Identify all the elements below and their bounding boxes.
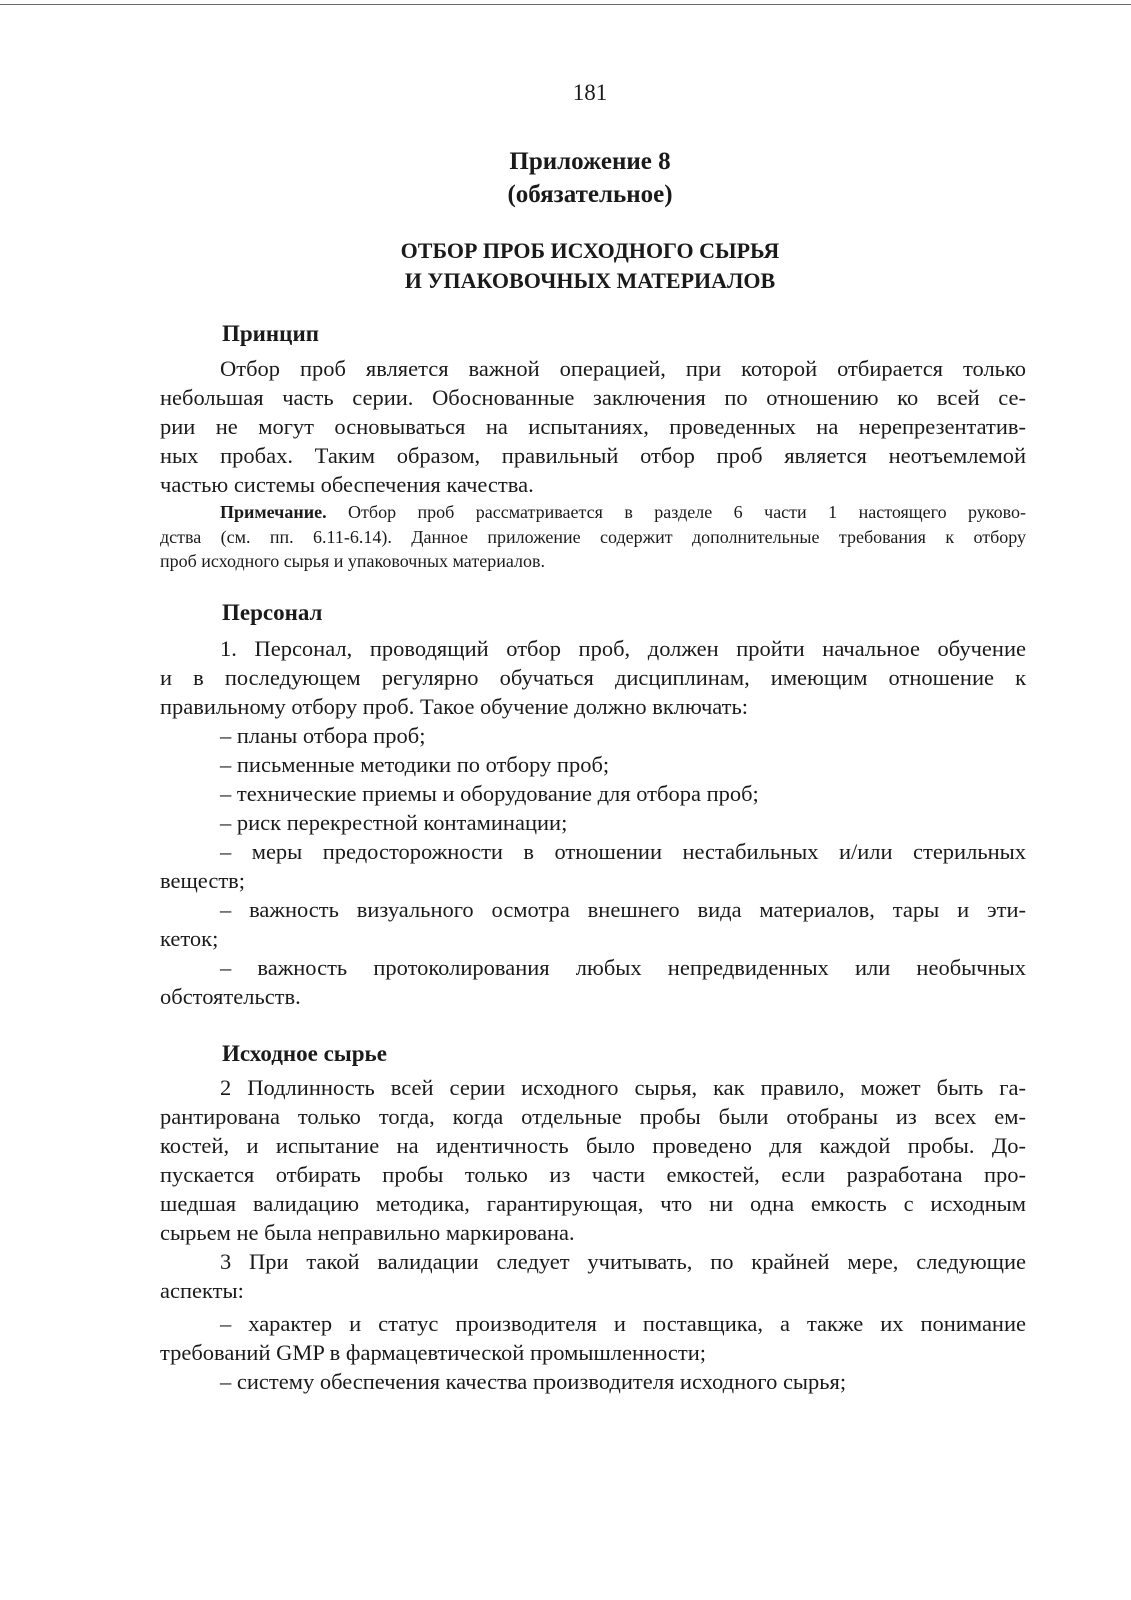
aspect-item-1-line-2: требований GMP в фармацевтической промышленности; [160,1340,706,1365]
top-border-line [0,4,1131,5]
list-item-7-line-1: – важность протоколирования любых непредвиденных или необычных [220,955,1026,980]
appendix-subtitle: (обязательное) [507,181,673,208]
principle-line-1: Отбор проб является важной операцией, при которой отбирается только [220,356,1026,381]
para2-line-2: рантирована только тогда, когда отдельные пробы были отобраны из всех ем- [160,1104,1026,1129]
personnel-intro-line-1: 1. Персонал, проводящий отбор проб, должен пройти начальное обучение [220,636,1026,661]
list-item: – планы отбора проб; [220,723,426,748]
document-title [0,236,1131,296]
raw-materials-paragraph [160,1073,1026,1396]
para2-line-5: шедшая валидацию методика, гарантирующая, что ни одна емкость с исходным [160,1191,1026,1216]
note-line-2: дства (см. пп. 6.11-6.14). Данное приложение содержит дополнительные требования к отбору [160,526,1026,547]
note-label: Примечание. [220,502,327,522]
principle-line-5: частью системы обеспечения качества. [160,472,534,497]
personnel-intro-line-2: и в последующем регулярно обучаться дисциплинам, имеющим отношение к [160,665,1026,690]
list-item-6-line-1: – важность визуального осмотра внешнего вида материалов, тары и эти- [220,897,1026,922]
principle-note [160,500,1026,574]
para3-line-1: 3 При такой валидации следует учитывать, по крайней мере, следующие [220,1249,1026,1274]
para2-line-1: 2 Подлинность всей серии исходного сырья, как правило, может быть га- [220,1075,1026,1100]
note-line-1 [160,500,1026,525]
list-item-7-line-2: обстоятельств. [160,984,301,1009]
principle-line-3: рии не могут основываться на испытаниях, проведенных на нерепрезентатив- [160,414,1026,439]
para2-line-3: костей, и испытание на идентичность было проведено для каждой пробы. До- [160,1133,1026,1158]
list-item: – технические приемы и оборудование для отбора проб; [220,781,759,806]
list-item-5-line-2: веществ; [160,868,246,893]
list-item: – риск перекрестной контаминации; [220,810,568,835]
aspect-item-2: – систему обеспечения качества производителя исходного сырья; [220,1369,847,1394]
para2-line-6: сырьем не была неправильно маркирована. [160,1220,575,1245]
note-line-3: проб исходного сырья и упаковочных материалов. [160,551,545,571]
personnel-paragraph [160,634,1026,1011]
section-heading-raw-materials: Исходное сырье [222,1041,387,1066]
list-item-6-line-2: кеток; [160,926,219,951]
para3-line-2: аспекты: [160,1278,244,1303]
principle-paragraph [160,354,1026,499]
aspect-item-1-line-1: – характер и статус производителя и поставщика, а также их понимание [220,1311,1026,1336]
principle-line-2: небольшая часть серии. Обоснованные заключения по отношению ко всей се- [160,385,1026,410]
para2-line-4: пускается отбирать пробы только из части емкостей, если разработана про- [160,1162,1026,1187]
list-item: – письменные методики по отбору проб; [220,752,610,777]
page-number: 181 [572,80,608,105]
personnel-intro-line-3: правильному отбору проб. Такое обучение должно включать: [160,694,749,719]
section-heading-personnel: Персонал [222,600,323,625]
principle-line-4: ных пробах. Таким образом, правильный отбор проб является неотъемлемой [160,443,1026,468]
appendix-title: Приложение 8 [509,148,671,175]
note-line-1-text: Отбор проб рассматривается в разделе 6 части 1 настоящего руково- [326,502,1026,522]
document-title-line-2: И УПАКОВОЧНЫХ МАТЕРИАЛОВ [404,268,776,293]
document-title-line-1: ОТБОР ПРОБ ИСХОДНОГО СЫРЬЯ [400,238,780,263]
list-item-5-line-1: – меры предосторожности в отношении нестабильных и/или стерильных [220,839,1026,864]
section-heading-principle: Принцип [222,321,319,346]
